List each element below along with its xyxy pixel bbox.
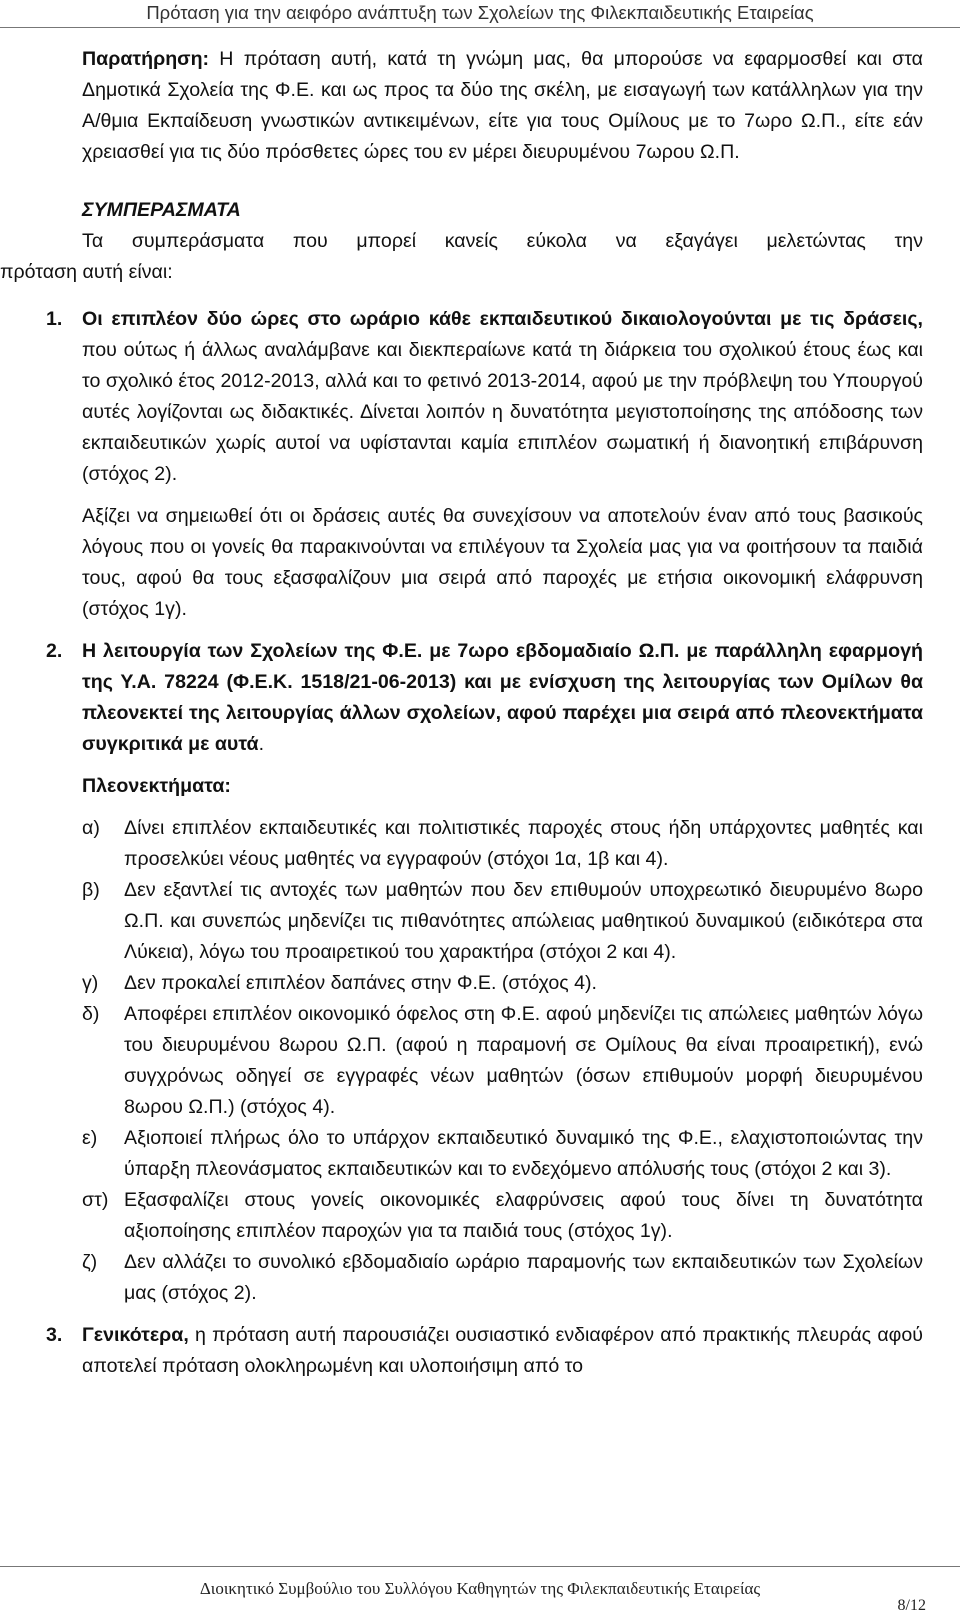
advantage-item [0, 1123, 960, 1185]
item-number: 2. [46, 640, 63, 662]
conclusions-heading: ΣΥΜΠΕΡΑΣΜΑΤΑ [82, 199, 241, 221]
conclusion-item-3 [0, 1320, 960, 1382]
advantage-text: Δεν προκαλεί επιπλέον δαπάνες στην Φ.Ε. (στόχος 4). [124, 972, 597, 994]
advantage-item [0, 875, 960, 968]
conclusions-intro-line2: πρόταση αυτή είναι: [0, 261, 173, 283]
advantage-text: Αξιοποιεί πλήρως όλο το υπάρχον εκπαιδευτικό δυναμικό της Φ.Ε., ελαχιστοποιώντας την ύπαρξη πλεονάσματος εκπαιδευτικών και το ενδεχόμενο απόλυσής τους (στόχοι 2 και 3). [124, 1127, 923, 1180]
item3-text: η πρόταση αυτή παρουσιάζει ουσιαστικό ενδιαφέρον από πρακτικής πλευράς αφού αποτελεί πρόταση ολοκληρωμένη και υλοποιήσιμη από το [82, 1324, 923, 1377]
advantage-text: Δεν εξαντλεί τις αντοχές των μαθητών που δεν επιθυμούν υποχρεωτικό διευρυμένο 8ωρο Ω.Π. και συνεπώς μηδενίζει τις πιθανότητες απώλειας μαθητικού δυναμικού (ειδικότερα στα Λύκεια), λόγω του προαιρετικού του χαρακτήρα (στόχοι 2 και 4). [124, 879, 923, 963]
advantage-item [0, 1247, 960, 1309]
item2-paragraph [82, 636, 923, 760]
conclusions-intro-line1: Τα συμπεράσματα που μπορεί κανείς εύκολα να εξαγάγει μελετώντας την [82, 230, 923, 252]
item1-note: Αξίζει να σημειωθεί ότι οι δράσεις αυτές θα συνεχίσουν να αποτελούν έναν από τους βασικούς λόγους που οι γονείς θα παρακινούνται να επιλέγουν τα Σχολεία μας για να φοιτήσουν τα παιδιά τους, αφού θα τους εξασφαλίζουν μια σειρά από παροχές με ετήσια οικονομική ελάφρυνση (στόχος 1γ). [82, 505, 923, 620]
conclusions-intro [0, 226, 960, 288]
advantage-text: Δεν αλλάζει το συνολικό εβδομαδιαίο ωράριο παραμονής των εκπαιδευτικών των Σχολείων μας (στόχος 2). [124, 1251, 923, 1304]
advantage-text: Αποφέρει επιπλέον οικονομικό όφελος στη Φ.Ε. αφού μηδενίζει τις απώλειες μαθητών λόγω του διευρυμένου 8ωρου Ω.Π. (αφού η παραμονή σε Ομίλους θα είναι προαιρετική), ενώ συγχρόνως οδηγεί σε εγγραφές νέων μαθητών (όσων επιθυμούν μορφή διευρυμένου 8ωρου Ω.Π.) (στόχος 4). [124, 1003, 923, 1118]
advantage-text: Εξασφαλίζει στους γονείς οικονομικές ελαφρύνσεις αφού τους δίνει τη δυνατότητα αξιοποίησης επιπλέον παροχών για τα παιδιά τους (στόχος 1γ). [124, 1189, 923, 1242]
observation-label: Παρατήρηση: [82, 48, 210, 70]
item2-end: . [258, 733, 265, 755]
advantage-item [0, 999, 960, 1123]
advantage-text: Δίνει επιπλέον εκπαιδευτικές και πολιτιστικές παροχές στους ήδη υπάρχοντες μαθητές και προσελκύει νέους μαθητές να εγγραφούν (στόχοι 1α, 1β και 4). [124, 817, 923, 870]
advantage-label: ζ) [82, 1251, 98, 1273]
page-header: Πρόταση για την αειφόρο ανάπτυξη των Σχολείων της Φιλεκπαιδευτικής Εταιρείας [146, 2, 814, 23]
item1-text: που ούτως ή άλλως αναλάμβανε και διεκπεραίωνε κατά τη διάρκεια του σχολικού έτους έως και το σχολικό έτος 2012-2013, αλλά και το φετινό 2013-2014, αφού με την πρόβλεψη του Υπουργού αυτές λογίζονται ως διδακτικές. Δίνεται λοιπόν η δυνατότητα μεγιστοποίησης της απόδοσης των εκπαιδευτικών χωρίς αυτοί να υφίστανται καμία επιπλέον σωματική ή διανοητική επιβάρυνση (στόχος 2). [82, 339, 923, 485]
advantages-list [0, 813, 960, 1309]
item-number: 1. [46, 308, 63, 330]
advantage-label: στ) [82, 1189, 109, 1211]
advantage-label: β) [82, 879, 100, 901]
item2-bold-text: Η λειτουργία των Σχολείων της Φ.Ε. με 7ωρο εβδομαδιαίο Ω.Π. με παράλληλη εφαρμογή της Υ.Α. 78224 (Φ.Ε.Κ. 1518/21-06-2013) και με ενίσχυση της λειτουργίας των Ομίλων θα πλεονεκτεί της λειτουργίας άλλων σχολείων, αφού παρέχει μια σειρά από πλεονεκτήματα συγκριτικά με αυτά [82, 640, 923, 755]
advantage-label: ε) [82, 1127, 98, 1149]
advantage-item [0, 813, 960, 875]
item1-paragraph [82, 304, 923, 490]
advantage-label: δ) [82, 1003, 100, 1025]
item1-bold-text: Οι επιπλέον δύο ώρες στο ωράριο κάθε εκπαιδευτικού δικαιολογούνται με τις δράσεις, [82, 308, 923, 330]
conclusion-item-1 [0, 304, 960, 625]
item-number: 3. [46, 1324, 63, 1346]
conclusion-item-2 [0, 636, 960, 802]
page-number: 8/12 [897, 1597, 926, 1614]
observation-text: Η πρόταση αυτή, κατά τη γνώμη μας, θα μπορούσε να εφαρμοσθεί και στα Δημοτικά Σχολεία της Φ.Ε. και ως προς τα δύο της σκέλη, με εισαγωγή των κατάλληλων για την Α/θμια Εκπαίδευση γνωστικών αντικειμένων, είτε για τους Ομίλους με το 7ωρο Ω.Π., είτε εάν χρειασθεί για τις δύο πρόσθετες ώρες του εν μέρει διευρυμένου 7ωρου Ω.Π. [82, 48, 923, 163]
page-footer: Διοικητικό Συμβούλιο του Συλλόγου Καθηγητών της Φιλεκπαιδευτικής Εταιρείας [199, 1579, 761, 1598]
observation-paragraph [0, 44, 960, 168]
advantage-label: α) [82, 817, 100, 839]
header-rule [0, 27, 960, 28]
advantages-label: Πλεονεκτήματα: [82, 775, 231, 797]
advantage-item [0, 968, 960, 999]
advantage-label: γ) [82, 972, 99, 994]
footer-rule [0, 1566, 960, 1567]
item3-bold-text: Γενικότερα, [82, 1324, 189, 1346]
advantage-item [0, 1185, 960, 1247]
item3-paragraph [82, 1320, 923, 1382]
document-body [0, 44, 960, 1382]
